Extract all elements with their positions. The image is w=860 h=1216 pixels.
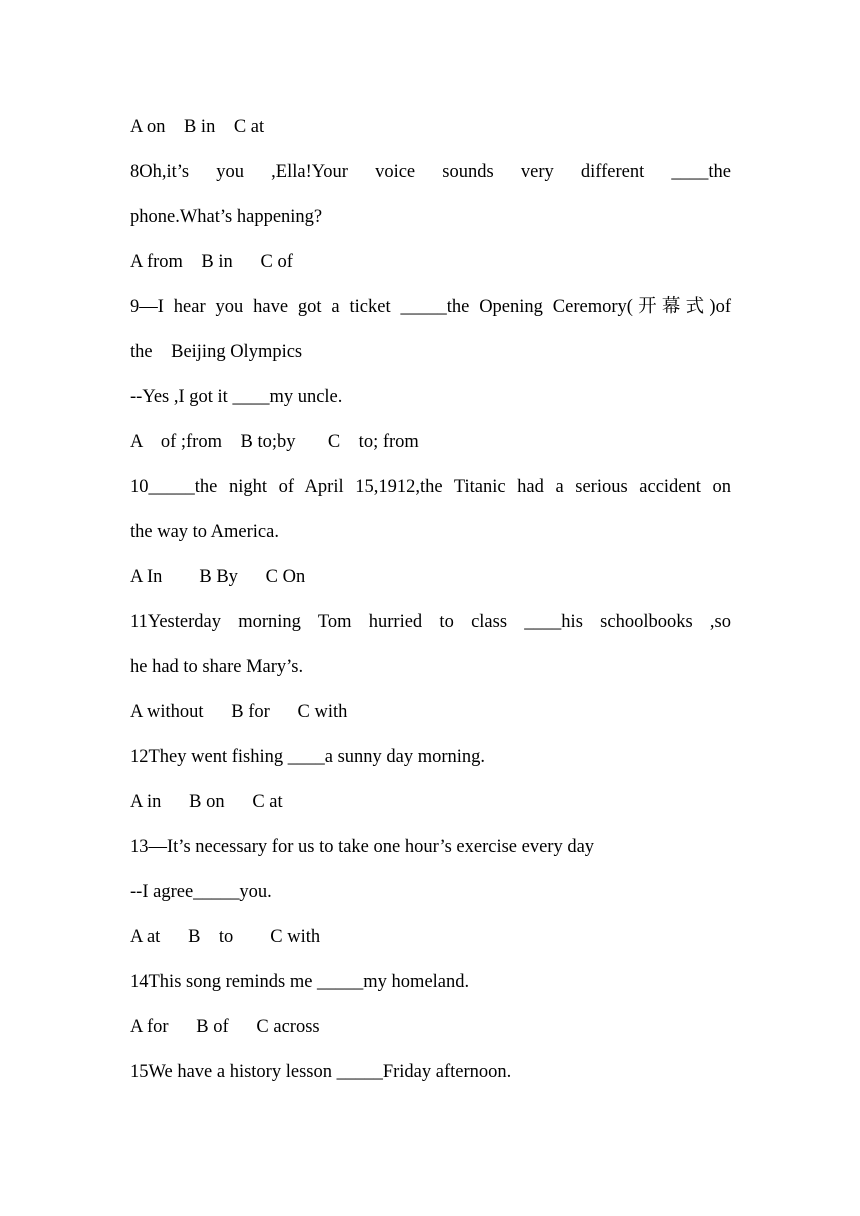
q9-stem-line2: the Beijing Olympics bbox=[130, 342, 303, 362]
q10-stem-line2: the way to America. bbox=[130, 522, 279, 542]
q14-options: A for B of C across bbox=[130, 1017, 320, 1037]
q10-options: A In B By C On bbox=[130, 567, 306, 587]
q8-options: A from B in C of bbox=[130, 252, 293, 272]
q9-stem-line1: 9—I hear you have got a ticket _____the Opening Ceremory(开幕式)of bbox=[130, 297, 731, 317]
q8-stem-line1: 8Oh,it’s you ,Ella!Your voice sounds very different ____the bbox=[130, 162, 731, 182]
q9-stem-line3: --Yes ,I got it ____my uncle. bbox=[130, 387, 343, 407]
q7-options: A on B in C at bbox=[130, 117, 265, 137]
q12-stem: 12They went fishing ____a sunny day morning. bbox=[130, 747, 486, 767]
q8-stem-line2: phone.What’s happening? bbox=[130, 207, 323, 227]
q13-stem-line1: 13—It’s necessary for us to take one hour’s exercise every day bbox=[130, 837, 595, 857]
q11-stem-line1: 11Yesterday morning Tom hurried to class ____his schoolbooks ,so bbox=[130, 612, 731, 632]
q14-stem: 14This song reminds me _____my homeland. bbox=[130, 972, 470, 992]
q13-stem-line2: --I agree_____you. bbox=[130, 882, 272, 902]
q12-options: A in B on C at bbox=[130, 792, 283, 812]
q13-options: A at B to C with bbox=[130, 927, 321, 947]
q9-options: A of ;from B to;by C to; from bbox=[130, 432, 419, 452]
q15-stem: 15We have a history lesson _____Friday afternoon. bbox=[130, 1062, 512, 1082]
q11-stem-line2: he had to share Mary’s. bbox=[130, 657, 304, 677]
q11-options: A without B for C with bbox=[130, 702, 348, 722]
q10-stem-line1: 10_____the night of April 15,1912,the Titanic had a serious accident on bbox=[130, 477, 731, 497]
